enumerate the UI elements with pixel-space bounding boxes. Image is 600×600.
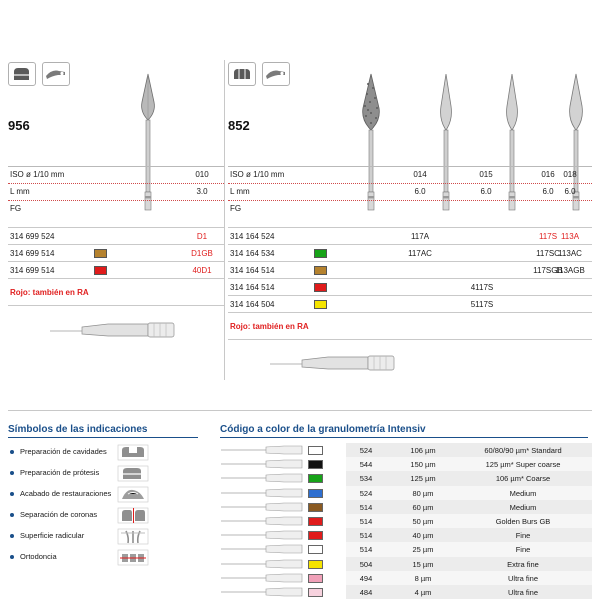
list-item [8,463,213,484]
bur-mini-icon [220,573,304,585]
grain-code: 514 [359,502,373,512]
grain-code: 514 [359,545,373,555]
grain-desc: Fine [515,531,531,541]
divider [228,312,592,313]
bullet-icon [10,513,14,517]
symbol-label: Preparación de cavidades [20,447,107,456]
grain-code: 524 [359,446,373,455]
table-row[interactable] [8,244,224,261]
bullet-icon [10,471,14,475]
symbol-label: Ortodoncia [20,552,57,561]
order-ref: 117A [410,232,430,241]
grain-swatch [94,266,107,275]
grain-code: 494 [359,573,373,583]
grain-code: 514 [359,516,373,526]
order-ref: 113AC [558,249,582,258]
grain-size: 150 µm [410,460,436,470]
grain-swatch [308,531,323,540]
grain-swatch [314,266,327,275]
order-number: 314 699 514 [10,266,55,275]
order-ref: 117SC [536,249,560,258]
table-row[interactable] [228,278,592,295]
table-row [220,457,592,471]
order-number: 314 164 524 [230,232,275,241]
spec-value: 6.0 [564,187,576,196]
ra-shank-drawing-852 [268,348,408,380]
handpiece-icon [42,62,70,86]
grain-code: 504 [359,559,373,569]
symbol-label: Superficie radicular [20,531,85,540]
grain-desc: Extra fine [507,559,539,569]
bur-mini-icon [220,530,304,542]
spec-value: 015 [479,170,493,179]
color-code-title-rule [220,437,588,438]
table-row[interactable] [228,244,592,261]
table-row [220,443,592,457]
bur-mini-icon [220,559,304,571]
order-ref: 4117S [470,283,494,292]
spec-row [228,200,592,222]
bur-mini-icon [220,516,304,528]
bur-mini-icon [220,488,304,500]
bur-mini-icon [220,473,304,485]
spec-value: 6.0 [542,187,554,196]
tooth-prep-icon [228,62,256,86]
table-row [220,471,592,485]
order-number: 314 164 504 [230,300,275,309]
order-ref: 5117S [470,300,494,309]
grain-code: 534 [359,474,373,484]
list-item [8,442,213,463]
bullet-icon [10,492,14,496]
grain-size: 106 µm [410,446,436,455]
spec-value: 018 [563,170,577,179]
product-panel-852 [228,60,592,331]
table-row [220,486,592,500]
spec-row [8,166,224,183]
grain-desc: 60/80/90 µm* Standard [484,446,562,455]
grain-size: 60 µm [412,502,434,512]
spec-table-956 [8,166,224,222]
cavity-prep-icon [116,443,150,464]
list-item [8,484,213,505]
indication-icons-852 [228,60,592,94]
spec-label: FG [230,204,242,213]
grain-desc: Ultra fine [507,573,538,583]
bullet-icon [10,450,14,454]
table-row[interactable] [228,227,592,244]
bur-mini-icon [220,544,304,556]
table-row [220,542,592,556]
spec-value: 6.0 [480,187,492,196]
table-row [220,500,592,514]
grain-swatch [308,588,323,597]
grain-size: 50 µm [412,516,434,526]
panel-divider [224,60,225,380]
list-item [8,526,213,547]
grain-swatch [314,249,327,258]
bullet-icon [10,555,14,559]
grain-desc: Fine [515,545,531,555]
order-number: 314 699 514 [10,249,55,258]
grain-swatch [314,300,327,309]
order-ref: D1GB [191,249,213,258]
spec-value: 016 [541,170,555,179]
grain-size: 4 µm [414,587,432,597]
product-code-956: 956 [8,118,30,133]
order-ref: 40D1 [192,266,212,275]
order-number: 314 164 514 [230,266,275,275]
color-code-table [220,443,592,599]
table-row [220,571,592,585]
spec-row [228,166,592,183]
bur-mini-icon [220,587,304,599]
symbols-list [8,442,213,568]
grain-swatch [308,517,323,526]
grain-code: 524 [359,488,373,498]
grain-desc: Ultra fine [507,587,538,597]
spec-value: 010 [195,170,209,179]
spec-label: ISO ø 1/10 mm [230,170,285,179]
divider [8,278,224,279]
grain-size: 40 µm [412,531,434,541]
symbols-title: Símbolos de las indicaciones [8,424,148,435]
restoration-finishing-icon [116,485,150,506]
symbol-label: Preparación de prótesis [20,468,100,477]
symbols-title-rule [8,437,198,438]
product-panel-956 [8,60,224,297]
handpiece-icon [262,62,290,86]
grain-desc: Medium [509,488,537,498]
table-row[interactable] [228,295,592,312]
table-row[interactable] [8,227,224,244]
grain-swatch [308,446,323,455]
spec-table-852 [228,166,592,222]
order-ref: 113A [560,232,580,241]
bullet-icon [10,534,14,538]
ra-shank-drawing-956 [48,315,188,347]
spec-value: 3.0 [196,187,208,196]
list-item [8,547,213,568]
bur-mini-icon [220,459,304,471]
grain-swatch [314,283,327,292]
crown-prep-icon [8,62,36,86]
grain-swatch [94,249,107,258]
divider [8,305,224,306]
grain-desc: Medium [509,502,537,512]
grain-code: 484 [359,587,373,597]
spec-label: L mm [230,187,250,196]
grain-size: 80 µm [412,488,434,498]
table-row [220,514,592,528]
grain-swatch [308,460,323,469]
bur-mini-icon [220,502,304,514]
order-number: 314 164 534 [230,249,275,258]
red-note-956: Rojo: también en RA [10,288,89,297]
red-note-852: Rojo: también en RA [230,322,309,331]
list-item [8,505,213,526]
order-ref: 117S [538,232,558,241]
table-row[interactable] [8,261,224,278]
indication-icons-956 [8,60,224,94]
grain-desc: Golden Burs GB [495,516,551,526]
order-ref: D1 [196,232,208,241]
root-surface-icon [116,527,150,548]
spec-label: FG [10,204,22,213]
grain-code: 514 [359,531,373,541]
spec-row [228,183,592,200]
grain-size: 25 µm [412,545,434,555]
grain-desc: 125 µm* Super coarse [485,460,561,470]
spec-label: ISO ø 1/10 mm [10,170,65,179]
order-number: 314 699 524 [10,232,55,241]
order-ref: 117AC [408,249,432,258]
grain-swatch [308,489,323,498]
color-code-title: Código a color de la granulometría Intensiv [220,424,426,435]
spec-value: 014 [413,170,427,179]
crown-separation-icon [116,506,150,527]
bur-mini-icon [220,445,304,457]
spec-row [8,183,224,200]
spec-value: 6.0 [414,187,426,196]
order-table-956 [8,227,224,279]
grain-size: 15 µm [412,559,434,569]
table-row [220,585,592,599]
order-table-852 [228,227,592,313]
order-number: 314 164 514 [230,283,275,292]
grain-swatch [308,503,323,512]
grain-desc: 106 µm* Coarse [495,474,551,484]
grain-swatch [308,574,323,583]
spec-row [8,200,224,222]
grain-size: 125 µm [410,474,436,484]
order-ref: 117SGB [533,266,563,275]
spec-label: L mm [10,187,30,196]
table-row [220,528,592,542]
grain-size: 8 µm [414,573,432,583]
section-divider [8,410,592,411]
table-row [220,557,592,571]
orthodontics-icon [116,548,150,569]
symbol-label: Separación de coronas [20,510,98,519]
symbol-label: Acabado de restauraciones [20,489,112,498]
grain-swatch [308,474,323,483]
grain-swatch [308,560,323,569]
grain-code: 544 [359,460,373,470]
product-code-852: 852 [228,118,250,133]
table-row[interactable] [228,261,592,278]
prosthesis-prep-icon [116,464,150,485]
grain-swatch [308,545,323,554]
order-ref: 113AGB [555,266,585,275]
divider [228,339,592,340]
